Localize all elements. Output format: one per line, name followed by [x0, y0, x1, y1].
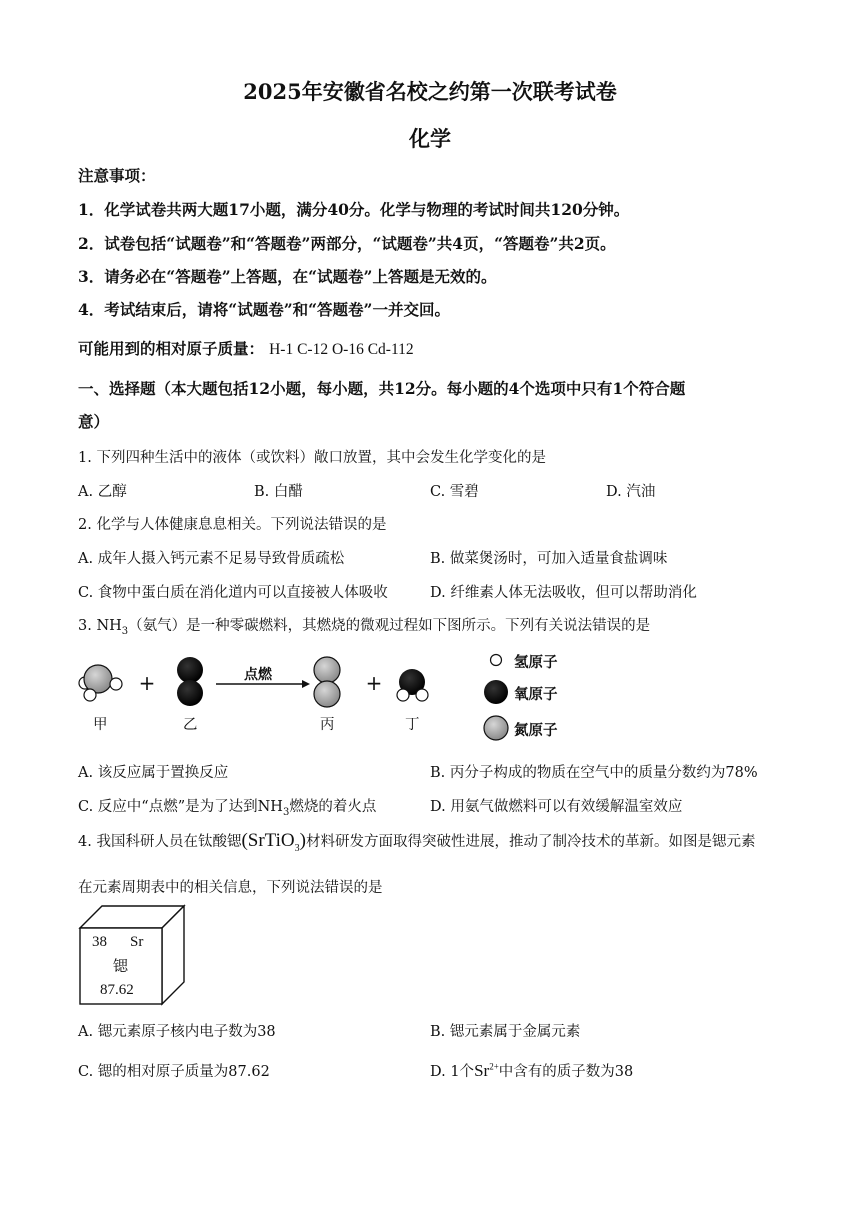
q1-option-b: B. 白醋	[254, 484, 303, 500]
svg-text:+: +	[138, 671, 156, 695]
element-atomic-mass: 87.62	[100, 982, 134, 998]
atomic-masses	[78, 337, 414, 359]
q1-stem: 1. 下列四种生活中的液体（或饮料）敞口放置，其中会发生化学变化的是	[78, 450, 546, 466]
molecule-jia	[79, 665, 122, 701]
q2-stem: 2. 化学与人体健康息息相关。下列说法错误的是	[78, 517, 387, 533]
q3-label-jia: 甲	[93, 717, 108, 733]
atomic-masses-values: H-1 C-12 O-16 Cd-112	[269, 341, 414, 358]
legend-oxygen-label: 氧原子	[514, 687, 558, 703]
q4-option-d: D. 1个$Sr^{2+}$中含有的质子数为38	[430, 1061, 634, 1080]
notice-item-4: 4．考试结束后，请将“试题卷”和“答题卷”一并交回。	[78, 300, 450, 319]
q1-option-a: A. 乙醇	[78, 484, 127, 500]
q1-option-d: D. 汽油	[606, 484, 656, 500]
q4-ion: $Sr^{2+}$	[474, 1061, 499, 1080]
element-atomic-number: 38	[92, 934, 107, 950]
q3-label-bing: 丙	[320, 717, 335, 733]
subject-title: 化学	[409, 126, 451, 151]
q2-option-c: C. 食物中蛋白质在消化道内可以直接被人体吸收	[78, 585, 388, 601]
q4-formula: (SrTiO$_3$)	[241, 830, 306, 854]
legend-hydrogen-symbol	[491, 655, 502, 666]
legend-oxygen-symbol	[484, 680, 508, 704]
q4-option-c: C. 锶的相对原子质量为87.62	[78, 1064, 270, 1080]
q4-option-b: B. 锶元素属于金属元素	[430, 1024, 581, 1040]
q1-option-c: C. 雪碧	[430, 484, 479, 500]
q3-label-yi: 乙	[183, 717, 198, 733]
q3-condition-label: 点燃	[244, 667, 272, 683]
notice-item-2: 2．试卷包括“试题卷”和“答题卷”两部分，“试题卷”共4页，“答题卷”共2页。	[78, 234, 616, 253]
q3-option-d: D. 用氨气做燃料可以有效缓解温室效应	[430, 799, 683, 815]
q4-stem-line2: 在元素周期表中的相关信息，下列说法错误的是	[78, 880, 383, 896]
legend-nitrogen-symbol	[484, 716, 508, 740]
q3-option-c: C. 反应中“点燃”是为了达到$NH_3$燃烧的着火点	[78, 799, 377, 818]
atomic-masses-label: 可能用到的相对原子质量：	[78, 339, 265, 358]
molecule-ding	[397, 669, 428, 701]
legend-hydrogen-label: 氢原子	[514, 655, 558, 671]
q3-label-ding: 丁	[405, 717, 420, 733]
q3-option-b: B. 丙分子构成的物质在空气中的质量分数约为78%	[430, 765, 758, 781]
notice-item-3: 3．请务必在“答题卷”上答题，在“试题卷”上答题是无效的。	[78, 267, 497, 286]
q3-option-a: A. 该反应属于置换反应	[78, 765, 229, 781]
q4-option-a: A. 锶元素原子核内电子数为38	[78, 1024, 276, 1040]
exam-title: 2025年安徽省名校之约第一次联考试卷	[243, 79, 617, 104]
section1-heading-line2: 意）	[78, 412, 110, 431]
notice-item-1: 1．化学试卷共两大题17小题，满分40分。化学与物理的考试时间共120分钟。	[78, 200, 630, 219]
q3-stem: 3. $NH_3$（氨气）是一种零碳燃料，其燃烧的微观过程如下图所示。下列有关说法错误的是	[78, 618, 651, 637]
section1-heading-line1: 一、选择题（本大题包括12小题，每小题，共12分。每小题的4个选项中只有1个符合题	[78, 379, 686, 398]
molecule-yi	[177, 657, 203, 706]
legend-nitrogen-label: 氮原子	[514, 723, 558, 739]
svg-text:+: +	[365, 671, 383, 695]
q2-option-a: A. 成年人摄入钙元素不足易导致骨质疏松	[78, 551, 345, 567]
element-symbol: Sr	[130, 934, 144, 950]
q2-option-b: B. 做菜煲汤时，可加入适量食盐调味	[430, 551, 668, 567]
molecule-bing	[314, 657, 340, 707]
notice-heading: 注意事项：	[78, 166, 156, 185]
element-name: 锶	[113, 957, 129, 975]
q4-stem-line1: 4. 我国科研人员在钛酸锶(SrTiO$_3$)材料研发方面取得突破性进展，推动了制冷技术的革新。如图是锶元素	[78, 830, 756, 854]
q2-option-d: D. 纤维素人体无法吸收，但可以帮助消化	[430, 585, 697, 601]
